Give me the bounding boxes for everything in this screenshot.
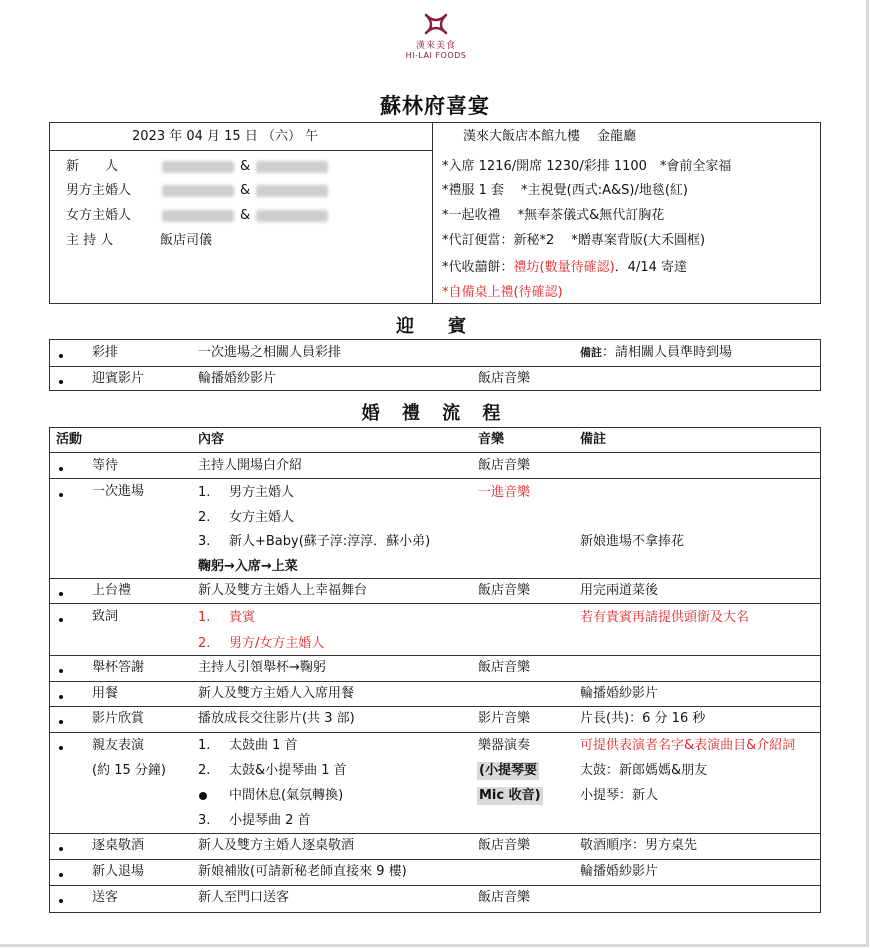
flow-note: 若有貴賓再請提供頭銜及大名 bbox=[580, 610, 750, 625]
flow-music: 影片音樂 bbox=[478, 711, 531, 726]
flow-content: 女方主婚人 bbox=[229, 510, 295, 525]
welcome-content: 一次進場之相關人員彩排 bbox=[198, 345, 342, 360]
logo-english: HI-LAI FOODS bbox=[405, 51, 467, 60]
flow-note: 小提琴：新人 bbox=[580, 788, 659, 803]
logo-chinese: 漢來美食 bbox=[415, 41, 456, 51]
note-line-red: *自備桌上禮(待確認) bbox=[442, 285, 563, 300]
host-value: 飯店司儀 bbox=[160, 233, 213, 248]
flow-content: 新人及雙方主婚人逐桌敬酒 bbox=[198, 838, 355, 853]
welcome-heading: 迎 賓 bbox=[396, 316, 474, 337]
list-number: 1. bbox=[198, 485, 211, 500]
list-number: 2. bbox=[198, 636, 211, 651]
welcome-content: 輪播婚紗影片 bbox=[198, 371, 277, 386]
flow-note: 可提供表演者名字&表演曲目&介紹詞 bbox=[580, 738, 796, 753]
flow-activity: 逐桌敬酒 bbox=[92, 838, 145, 853]
col-music: 音樂 bbox=[478, 432, 505, 447]
flow-music: 飯店音樂 bbox=[478, 660, 531, 675]
flow-note: 輪播婚紗影片 bbox=[580, 864, 659, 879]
flow-music: 一進音樂 bbox=[478, 485, 531, 500]
and-mark: & bbox=[240, 159, 251, 174]
flow-content: 男方/女方主婚人 bbox=[229, 636, 325, 651]
flow-content: 新娘補妝(可請新秘老師直接來 9 樓) bbox=[198, 864, 407, 879]
flow-music: 樂器演奏 bbox=[478, 738, 531, 753]
hilai-flower-icon bbox=[423, 12, 449, 36]
flow-activity: 一次進場 bbox=[92, 484, 145, 499]
flow-content: 新人及雙方主婚人上幸福舞台 bbox=[198, 583, 368, 598]
label-groom-parents: 男方主婚人 bbox=[66, 183, 132, 198]
flow-activity: 致詞 bbox=[92, 609, 119, 624]
flow-activity-duration: (約 15 分鐘) bbox=[92, 763, 166, 778]
welcome-music: 飯店音樂 bbox=[478, 371, 531, 386]
list-number: 1. bbox=[198, 738, 211, 753]
and-mark: & bbox=[240, 183, 251, 198]
flow-activity: 親友表演 bbox=[92, 738, 145, 753]
flow-heading: 婚 禮 流 程 bbox=[361, 403, 509, 424]
redacted-name bbox=[162, 161, 234, 173]
flow-content: 男方主婚人 bbox=[229, 485, 295, 500]
redacted-name bbox=[256, 161, 328, 173]
flow-activity: 新人退場 bbox=[92, 864, 145, 879]
flow-activity: 等待 bbox=[92, 458, 119, 473]
col-note: 備註 bbox=[580, 432, 607, 447]
flow-activity: 送客 bbox=[92, 890, 119, 905]
flow-note: 輪播婚紗影片 bbox=[580, 686, 659, 701]
flow-content: 小提琴曲 2 首 bbox=[229, 813, 311, 828]
redacted-name bbox=[162, 185, 234, 197]
flow-content: 太鼓&小提琴曲 1 首 bbox=[229, 763, 347, 778]
label-couple: 新 人 bbox=[66, 159, 119, 174]
flow-content: 新人至門口送客 bbox=[198, 890, 290, 905]
welcome-activity: 迎賓影片 bbox=[92, 371, 145, 386]
flow-activity: 舉杯答謝 bbox=[92, 660, 145, 675]
flow-music-highlight: (小提琴要 bbox=[479, 763, 537, 778]
note-line: *代訂便當：新秘*2 *贈專案背版(大禾圓框) bbox=[442, 233, 706, 248]
redacted-name bbox=[162, 210, 234, 222]
flow-note: 片長(共)：6 分 16 秒 bbox=[580, 711, 706, 726]
col-activity: 活動 bbox=[56, 432, 83, 447]
redacted-name bbox=[256, 185, 328, 197]
welcome-note: 備註：請相關人員準時到場 bbox=[580, 345, 733, 360]
flow-content: 播放成長交往影片(共 3 部) bbox=[198, 711, 355, 726]
flow-note: 太鼓：新郎媽媽&朋友 bbox=[580, 763, 708, 778]
col-content: 內容 bbox=[198, 432, 225, 447]
note-line: *一起收禮 *無奉茶儀式&無代訂胸花 bbox=[442, 208, 665, 223]
flow-content: 中間休息(氣氛轉換) bbox=[229, 788, 344, 803]
flow-music: 飯店音樂 bbox=[478, 890, 531, 905]
flow-activity: 上台禮 bbox=[92, 583, 132, 598]
flow-content: 主持人引領舉杯→鞠躬 bbox=[198, 660, 326, 675]
flow-note: 敬酒順序：男方桌先 bbox=[580, 838, 698, 853]
list-number: 2. bbox=[198, 510, 211, 525]
flow-content: 太鼓曲 1 首 bbox=[229, 738, 298, 753]
welcome-activity: 彩排 bbox=[92, 345, 119, 360]
redacted-name bbox=[256, 210, 328, 222]
note-line: *禮服 1 套 *主視覺(西式:A&S)/地毯(紅) bbox=[442, 183, 688, 198]
label-host: 主 持 人 bbox=[66, 233, 114, 248]
flow-content: 新人及雙方主婚人入席用餐 bbox=[198, 686, 355, 701]
flow-music: 飯店音樂 bbox=[478, 838, 531, 853]
list-number: 1. bbox=[198, 610, 211, 625]
flow-activity: 影片欣賞 bbox=[92, 711, 145, 726]
list-number: 3. bbox=[198, 534, 211, 549]
flow-note: 用完兩道菜後 bbox=[580, 583, 659, 598]
note-line: *代收囍餅：禮坊(數量待確認)．4/14 寄達 bbox=[442, 260, 687, 275]
flow-music: 飯店音樂 bbox=[478, 583, 531, 598]
flow-table bbox=[49, 427, 821, 913]
event-date: 2023 年 04 月 15 日 （六） 午 bbox=[132, 129, 319, 144]
flow-content-bold: 鞠躬→入席→上菜 bbox=[198, 559, 298, 574]
list-number: 2. bbox=[198, 763, 211, 778]
flow-content: 主持人開場白介紹 bbox=[198, 458, 303, 473]
list-number: 3. bbox=[198, 813, 211, 828]
note-line: *入席 1216/開席 1230/彩排 1100 *會前全家福 bbox=[442, 159, 732, 174]
event-venue: 漢來大飯店本館九樓 金龍廳 bbox=[463, 129, 637, 144]
flow-music-highlight: Mic 收音) bbox=[479, 788, 541, 803]
flow-note: 新娘進場不拿捧花 bbox=[580, 534, 685, 549]
flow-activity: 用餐 bbox=[92, 686, 119, 701]
flow-content: 新人+Baby(蘇子淳:淳淳．蘇小弟) bbox=[229, 534, 431, 549]
page-title: 蘇林府喜宴 bbox=[380, 94, 490, 118]
flow-music: 飯店音樂 bbox=[478, 458, 531, 473]
hilai-logo bbox=[396, 12, 476, 60]
and-mark: & bbox=[240, 208, 251, 223]
label-bride-parents: 女方主婚人 bbox=[66, 208, 132, 223]
flow-content: 貴賓 bbox=[229, 610, 256, 625]
